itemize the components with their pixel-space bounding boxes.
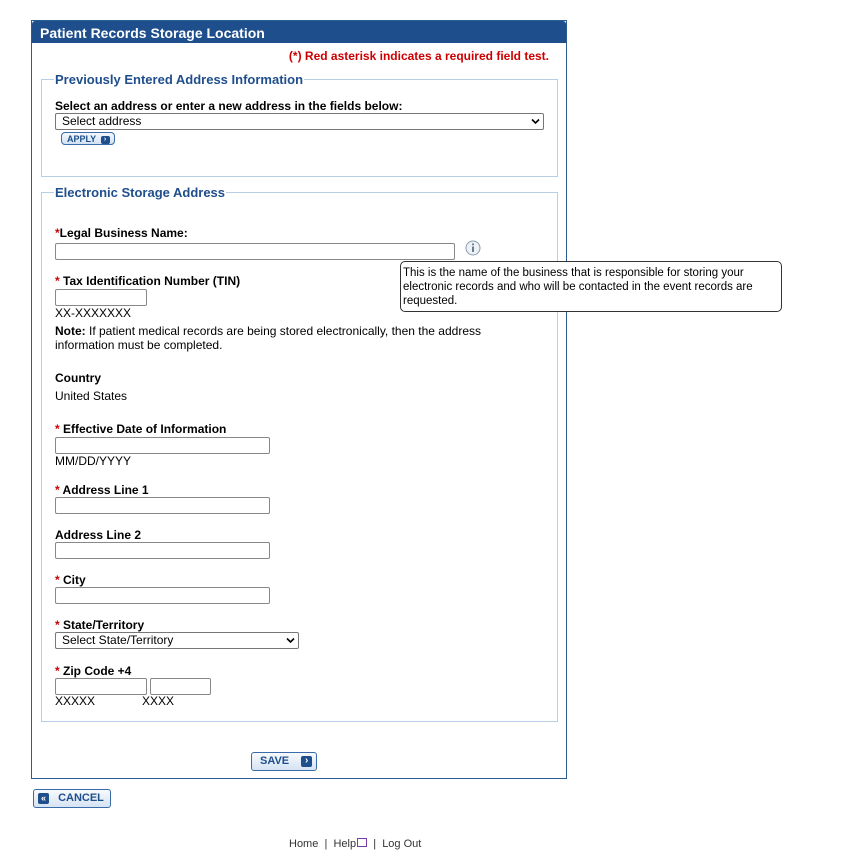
city-label: * City — [55, 573, 86, 587]
zip-plus4-input[interactable] — [150, 678, 211, 695]
save-button[interactable]: SAVE › — [251, 752, 317, 771]
date-format-hint: MM/DD/YYYY — [55, 454, 132, 468]
chevron-down-icon — [531, 118, 540, 125]
address-line-1-label: * Address Line 1 — [55, 483, 149, 497]
address-line-2-label: Address Line 2 — [55, 528, 142, 542]
city-input[interactable] — [55, 587, 270, 604]
effective-date-label: * Effective Date of Information — [55, 422, 227, 436]
required-field-note: (*) Red asterisk indicates a required field test. — [288, 49, 549, 63]
tin-input[interactable] — [55, 289, 147, 306]
state-label: * State/Territory — [55, 618, 145, 632]
address-note: Note: If patient medical records are being stored electronically, then the address information must be completed. — [55, 324, 481, 352]
state-select[interactable] — [55, 632, 299, 649]
home-link[interactable]: Home — [289, 838, 319, 850]
country-value: United States — [55, 389, 128, 403]
arrow-right-icon: › — [301, 756, 312, 767]
arrow-right-icon: › — [101, 136, 110, 144]
info-icon[interactable] — [465, 240, 481, 256]
panel-title: Patient Records Storage Location — [32, 21, 566, 43]
storage-address-legend: Electronic Storage Address — [55, 185, 226, 200]
zip-code-input[interactable] — [55, 678, 147, 695]
legal-business-name-label: *Legal Business Name: — [55, 226, 188, 240]
country-label: Country — [55, 371, 101, 385]
address-select[interactable] — [55, 113, 544, 130]
footer-links: Home | Help | Log Out — [289, 838, 422, 850]
logout-link[interactable]: Log Out — [382, 838, 422, 850]
chevron-down-icon — [286, 637, 295, 644]
previous-address-legend: Previously Entered Address Information — [55, 72, 304, 87]
apply-button[interactable]: APPLY › — [61, 132, 115, 145]
help-link[interactable]: Help — [333, 838, 357, 850]
storage-location-panel — [31, 20, 567, 779]
double-arrow-left-icon: « — [38, 793, 49, 804]
cancel-button[interactable]: « CANCEL — [33, 789, 111, 808]
zip-format-hint: XXXXX — [55, 694, 96, 708]
zip-code-label: * Zip Code +4 — [55, 664, 132, 678]
select-address-prompt: Select an address or enter a new address in the fields below: — [55, 99, 403, 113]
address-select-value: Select address — [62, 114, 142, 128]
address-line-1-input[interactable] — [55, 497, 270, 514]
legal-name-tooltip: This is the name of the business that is responsible for storing your electronic records and who will be contacted in the event records are requested. — [400, 261, 782, 312]
zip4-format-hint: XXXX — [142, 694, 175, 708]
tin-format-hint: XX-XXXXXXX — [55, 306, 132, 320]
effective-date-input[interactable] — [55, 437, 270, 454]
legal-business-name-input[interactable] — [55, 243, 455, 260]
address-line-2-input[interactable] — [55, 542, 270, 559]
tin-label: * Tax Identification Number (TIN) — [55, 274, 241, 288]
state-select-value: Select State/Territory — [62, 633, 174, 647]
